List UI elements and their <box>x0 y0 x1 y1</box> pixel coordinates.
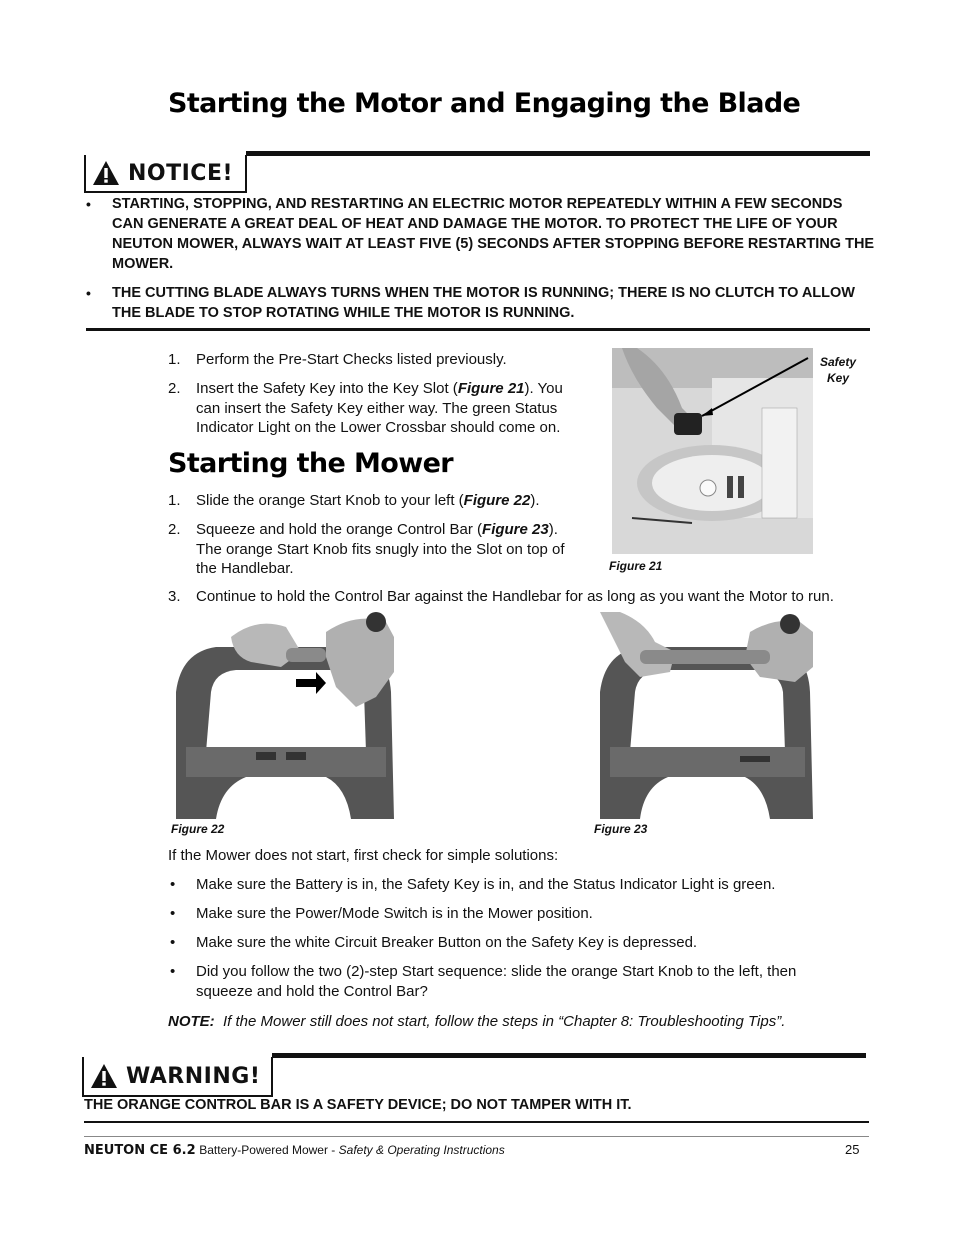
figure-22-caption: Figure 22 <box>171 822 225 836</box>
figure-reference: Figure 21 <box>457 380 525 397</box>
warning-text: THE ORANGE CONTROL BAR IS A SAFETY DEVICE; DO NOT TAMPER WITH IT. <box>84 1097 632 1113</box>
figure-23-photo <box>600 612 813 819</box>
figure-23-caption: Figure 23 <box>594 822 648 836</box>
page-number: 25 <box>845 1142 860 1157</box>
footer-doc-title: Safety & Operating Instructions <box>338 1143 505 1157</box>
notice-badge <box>84 155 247 193</box>
handlebar-control-bar-image <box>600 612 813 819</box>
notice-top-rule <box>246 151 870 156</box>
section-heading: Starting the Mower <box>168 448 454 479</box>
footer <box>84 1142 505 1158</box>
notice-label: NOTICE! <box>128 160 234 186</box>
step-item: 2. Squeeze and hold the orange Control Bar (Figure 23). The orange Start Knob fits snugly into the Slot on top of the Handlebar. <box>168 521 565 577</box>
notice-bullet: • THE CUTTING BLADE ALWAYS TURNS WHEN THE MOTOR IS RUNNING; THERE IS NO CLUTCH TO ALLOW THE BLADE TO STOP ROTATING WHILE THE MOTOR IS RUNNING. <box>86 283 876 323</box>
notice-bullet-list <box>86 194 876 323</box>
mower-deck-key-slot-image <box>612 348 813 554</box>
note-text: If the Mower still does not start, follow the steps in “Chapter 8: Troubleshooting Tips”. <box>223 1013 786 1030</box>
figure-21-caption: Figure 21 <box>609 559 663 573</box>
notice-bullet: • STARTING, STOPPING, AND RESTARTING AN ELECTRIC MOTOR REPEATEDLY WITHIN A FEW SECONDS CAN GENERATE A GREAT DEAL OF HEAT AND DAMAGE THE MOTOR. TO PROTECT THE LIFE OF YOUR NEUTON MOWER, ALWAYS WAIT AT LEAST FIVE (5) SECONDS AFTER STOPPING BEFORE RESTARTING THE MOWER. <box>86 194 876 274</box>
warning-triangle-icon <box>92 160 120 186</box>
notice-bottom-rule <box>86 328 870 331</box>
figure-reference: Figure 22 <box>463 492 531 509</box>
list-item: • Make sure the Power/Mode Switch is in the Mower position. <box>168 904 848 924</box>
list-item: • Make sure the Battery is in, the Safety Key is in, and the Status Indicator Light is green. <box>168 875 848 895</box>
warning-top-rule <box>272 1053 866 1058</box>
warning-bottom-rule <box>84 1121 869 1123</box>
figure-21-photo <box>612 348 813 554</box>
note <box>168 1012 785 1032</box>
page-title: Starting the Motor and Engaging the Blade <box>168 88 801 119</box>
note-label: NOTE: <box>168 1013 215 1030</box>
step-item: 1. Slide the orange Start Knob to your left (Figure 22). <box>168 492 540 509</box>
figure-reference: Figure 23 <box>482 521 549 538</box>
figure-22-photo <box>176 612 394 819</box>
troubleshoot-list <box>168 875 848 1002</box>
footer-brand: NEUTON CE 6.2 <box>84 1143 196 1158</box>
list-item: • Make sure the white Circuit Breaker Button on the Safety Key is depressed. <box>168 933 848 953</box>
safety-key-label: Safety Key <box>819 355 857 385</box>
footer-product: Battery-Powered Mower - <box>199 1143 339 1157</box>
warning-triangle-icon <box>90 1063 118 1089</box>
step-item: 2. Insert the Safety Key into the Key Slot (Figure 21). You can insert the Safety Key either way. The green Status Indicator Light on the Lower Crossbar should come on. <box>168 380 563 436</box>
step-item: 3. Continue to hold the Control Bar against the Handlebar for as long as you want the Motor to run. <box>168 588 834 605</box>
list-item: • Did you follow the two (2)-step Start sequence: slide the orange Start Knob to the left, then squeeze and hold the Control Bar? <box>168 962 828 1002</box>
step-item: 1. Perform the Pre-Start Checks listed previously. <box>168 351 507 368</box>
footer-rule <box>84 1136 869 1137</box>
handlebar-start-knob-image <box>176 612 394 819</box>
troubleshoot-intro: If the Mower does not start, first check for simple solutions: <box>168 847 559 864</box>
warning-badge <box>82 1057 273 1097</box>
warning-label: WARNING! <box>126 1063 261 1089</box>
